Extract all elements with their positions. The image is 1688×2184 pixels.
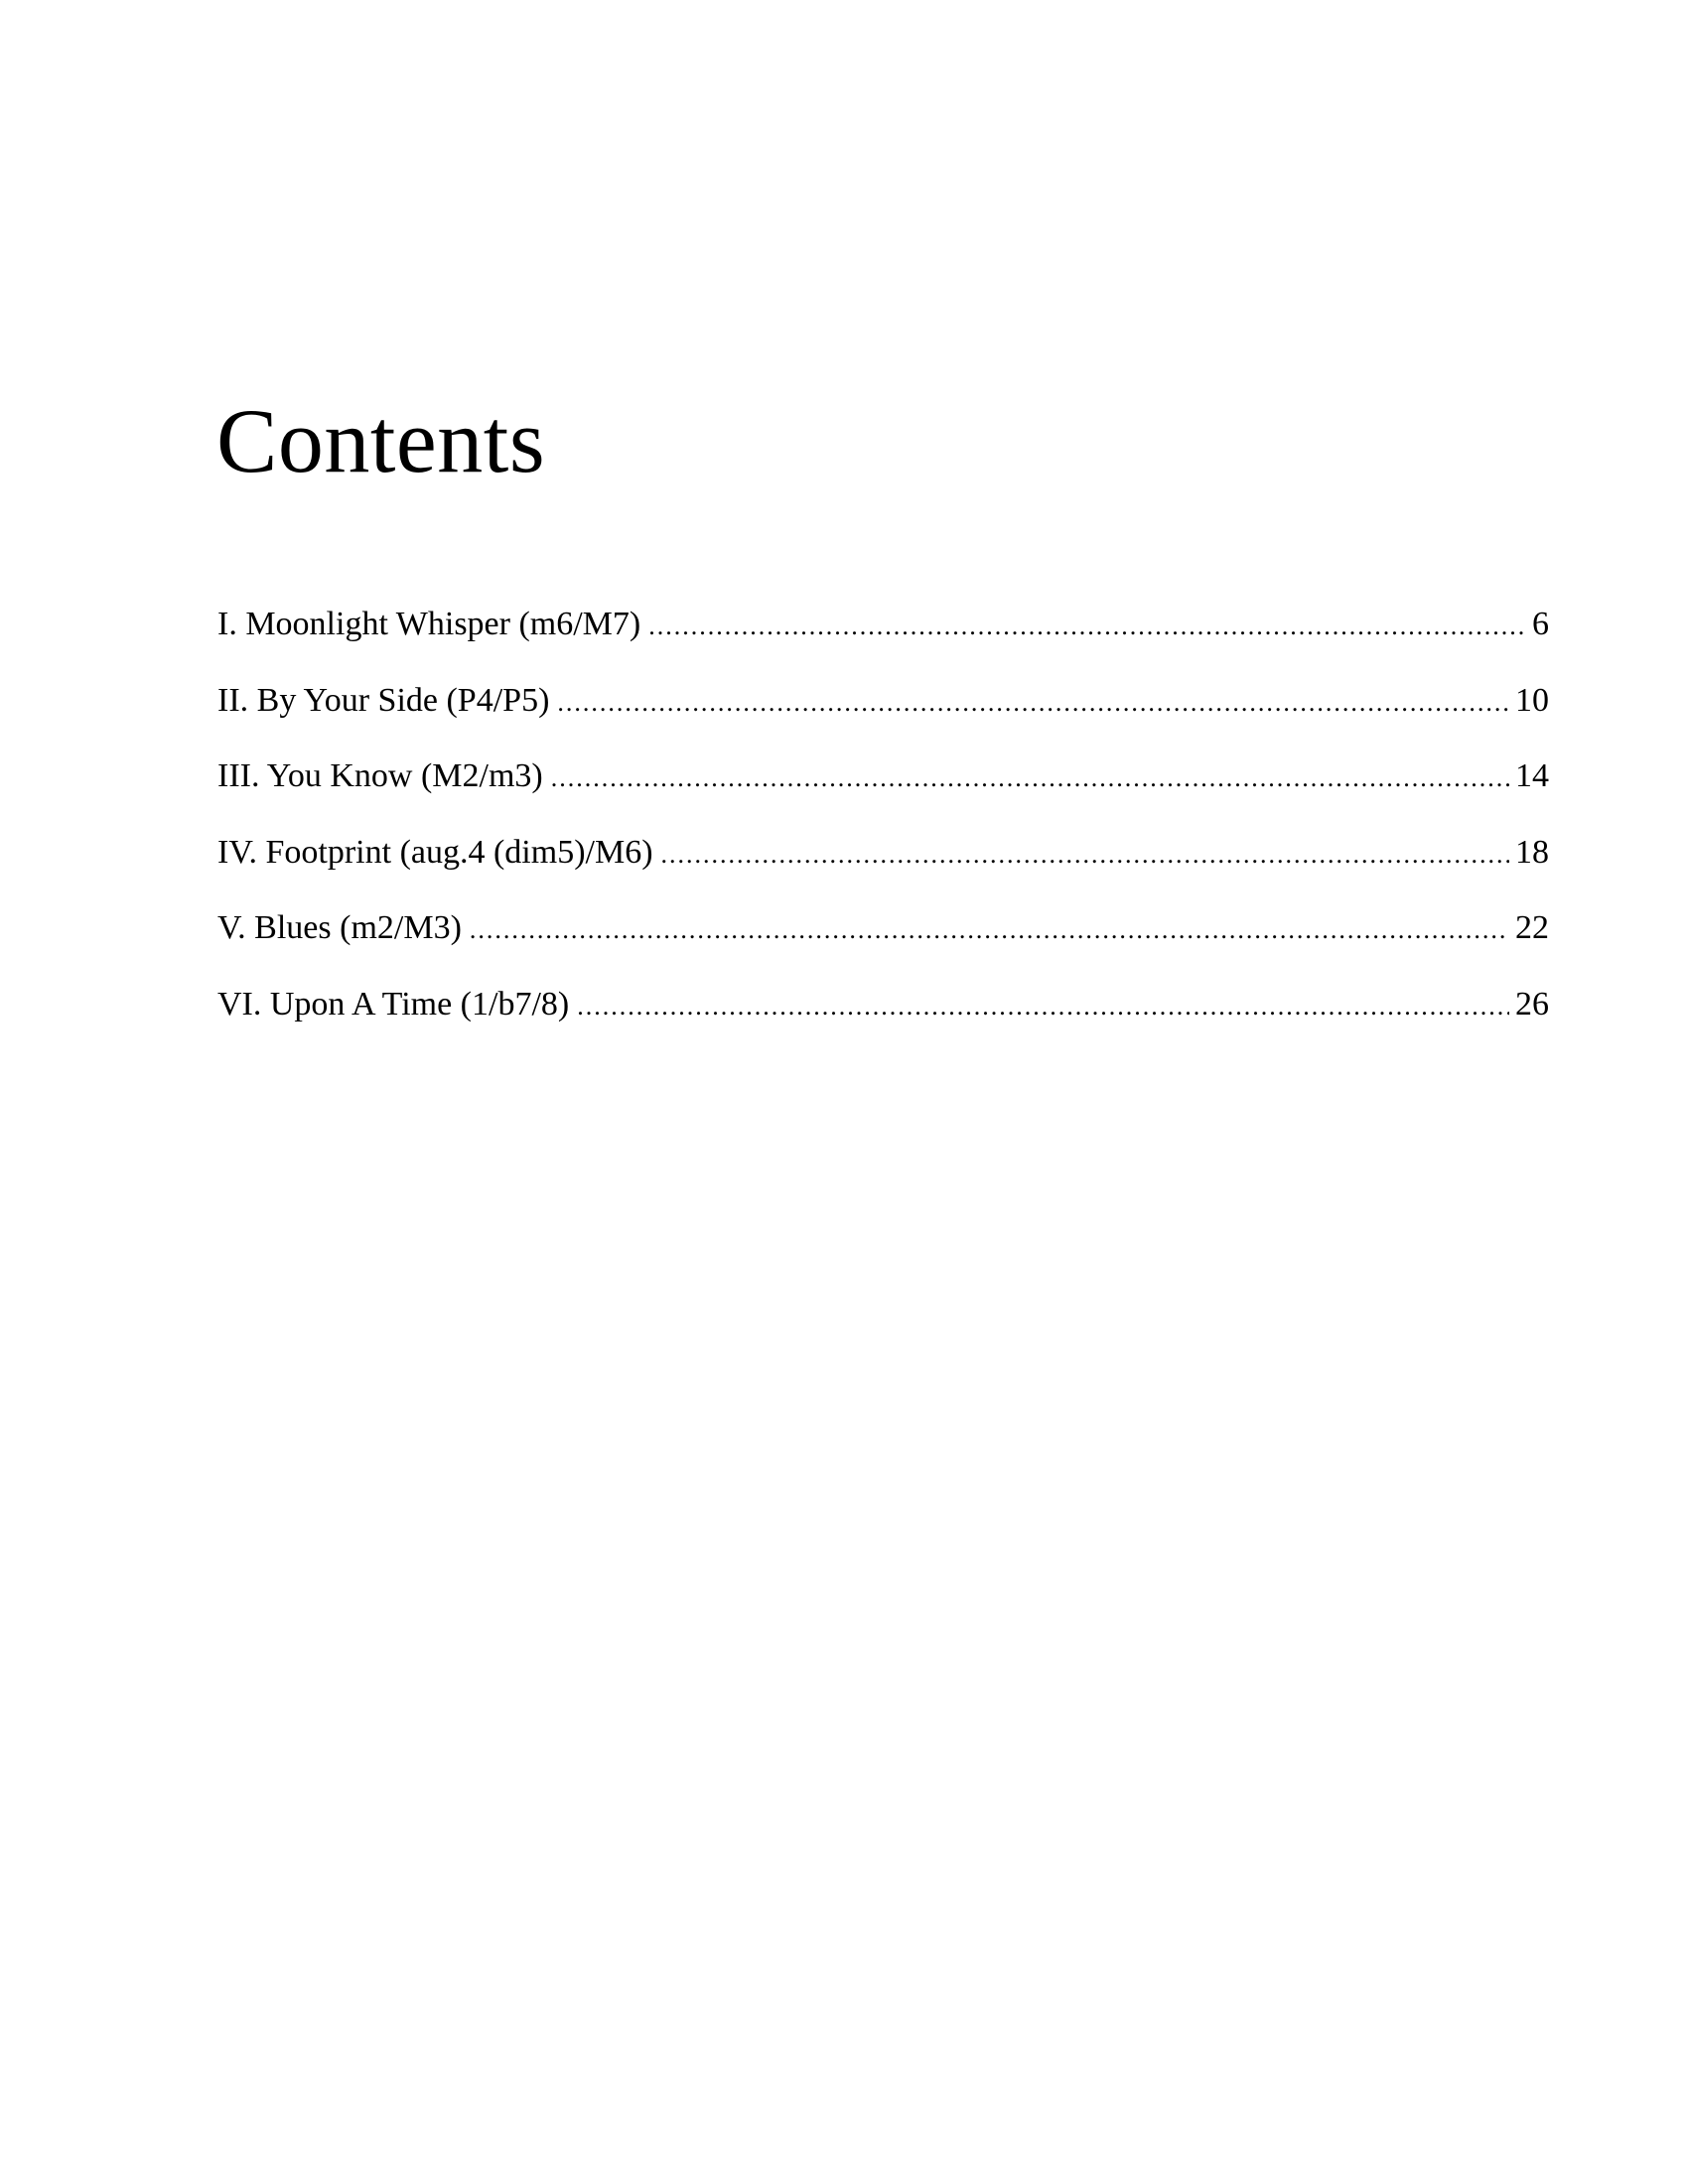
toc-entry[interactable] (217, 759, 1549, 836)
toc-dot-leader (551, 765, 1509, 791)
toc-entry-title: I. Moonlight Whisper (m6/M7) (217, 606, 641, 642)
toc-entry-title: VI. Upon A Time (1/b7/8) (217, 985, 570, 1023)
toc-page-number: 14 (1515, 757, 1549, 794)
table-of-contents (217, 608, 1549, 1063)
toc-page-number: 26 (1515, 985, 1549, 1023)
toc-entry[interactable] (217, 833, 1549, 912)
page-title: Contents (216, 390, 546, 491)
toc-dot-leader (470, 917, 1509, 943)
toc-entry-title: IV. Footprint (aug.4 (dim5)/M6) (217, 833, 653, 871)
toc-page-number: 22 (1515, 909, 1549, 946)
toc-dot-leader (557, 690, 1509, 716)
toc-entry[interactable] (217, 608, 1549, 684)
toc-dot-leader (648, 614, 1526, 639)
toc-page-number: 6 (1532, 606, 1549, 642)
toc-page-number: 18 (1515, 833, 1549, 871)
toc-dot-leader (577, 994, 1509, 1020)
toc-entry[interactable] (217, 985, 1549, 1064)
toc-entry[interactable] (217, 911, 1549, 988)
toc-entry-title: II. By Your Side (P4/P5) (217, 681, 550, 719)
toc-entry[interactable] (217, 681, 1549, 760)
toc-dot-leader (661, 842, 1509, 868)
toc-entry-title: V. Blues (m2/M3) (217, 909, 462, 946)
toc-page-number: 10 (1515, 681, 1549, 719)
toc-entry-title: III. You Know (M2/m3) (217, 757, 543, 794)
